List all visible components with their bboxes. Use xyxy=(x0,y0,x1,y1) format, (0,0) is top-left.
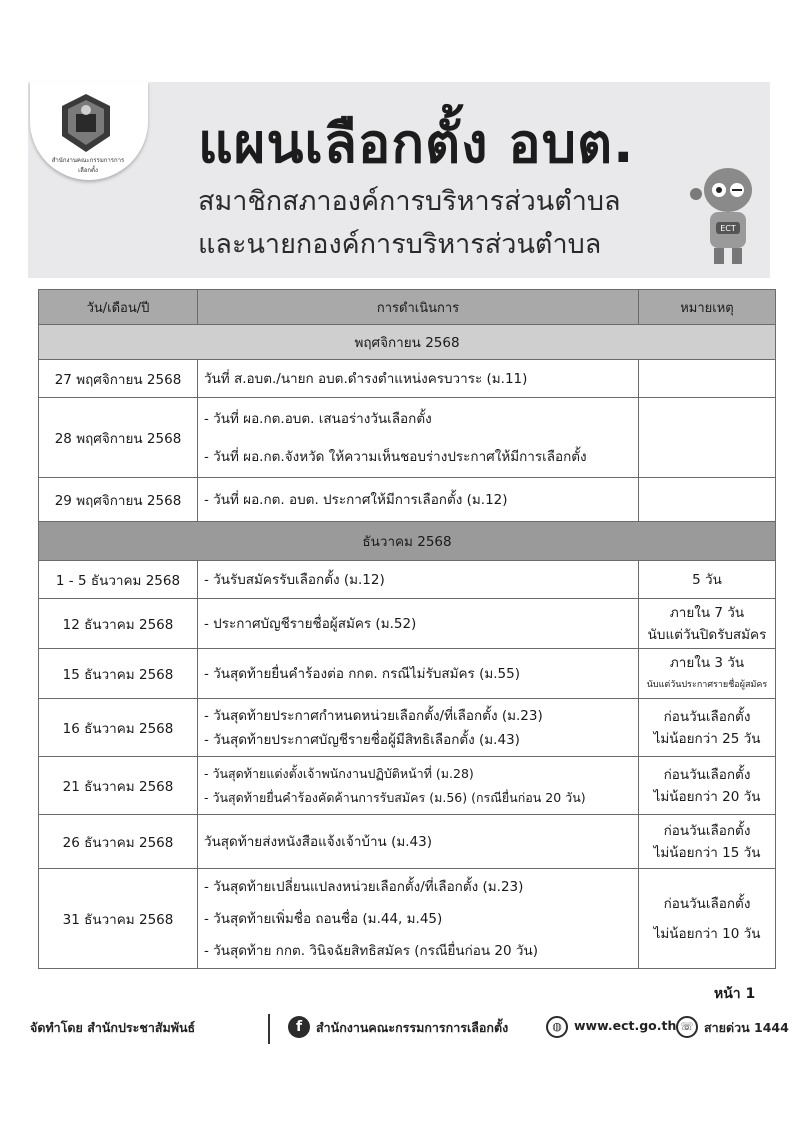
row-note xyxy=(639,757,776,815)
row-actions xyxy=(198,649,639,699)
note-line: ไม่น้อยกว่า 10 วัน xyxy=(653,925,761,942)
action-item: - วันสุดท้ายแต่งตั้งเจ้าพนักงานปฏิบัติหน้าที่ (ม.28) xyxy=(204,765,474,781)
row-date: 26 ธันวาคม 2568 xyxy=(39,815,198,869)
row-date: 16 ธันวาคม 2568 xyxy=(39,699,198,757)
note-line: ภายใน 7 วัน xyxy=(669,604,745,621)
action-item: - วันรับสมัครรับเลือกตั้ง (ม.12) xyxy=(204,571,385,588)
table-header-row xyxy=(39,290,776,325)
action-item: - วันสุดท้ายเพิ่มชื่อ ถอนชื่อ (ม.44, ม.45) xyxy=(204,910,443,927)
action-item: - วันที่ ผอ.กต.อบต. เสนอร่างวันเลือกตั้ง xyxy=(204,410,432,427)
note-line: ก่อนวันเลือกตั้ง xyxy=(663,766,751,783)
note-line: ก่อนวันเลือกตั้ง xyxy=(663,822,751,839)
row-actions xyxy=(198,599,639,649)
action-item: - วันสุดท้ายประกาศกำหนดหน่วยเลือกตั้ง/ที่เลือกตั้ง (ม.23) xyxy=(204,707,543,724)
table-row xyxy=(39,398,776,478)
row-note xyxy=(639,478,776,522)
month-row-december xyxy=(39,522,776,561)
row-actions xyxy=(198,869,639,969)
footer-divider xyxy=(268,1014,270,1044)
website-link[interactable]: www.ect.go.th xyxy=(574,1018,677,1033)
mascot-robot-icon xyxy=(688,160,768,270)
row-date: 28 พฤศจิกายน 2568 xyxy=(39,398,198,478)
table-row xyxy=(39,815,776,869)
row-note xyxy=(639,360,776,398)
row-note xyxy=(639,398,776,478)
action-item: วันสุดท้ายส่งหนังสือแจ้งเจ้าบ้าน (ม.43) xyxy=(204,833,432,850)
mascot-badge-text: ECT xyxy=(720,224,736,233)
table-row xyxy=(39,360,776,398)
footer xyxy=(30,1018,790,1042)
facebook-page-label[interactable]: สำนักงานคณะกรรมการการเลือกตั้ง xyxy=(316,1020,509,1035)
row-note xyxy=(639,869,776,969)
row-actions xyxy=(198,757,639,815)
action-item: - วันที่ ผอ.กต. อบต. ประกาศให้มีการเลือกตั้ง (ม.12) xyxy=(204,491,508,508)
action-item: - ประกาศบัญชีรายชื่อผู้สมัคร (ม.52) xyxy=(204,615,417,632)
action-item: - วันสุดท้ายประกาศบัญชีรายชื่อผู้มีสิทธิเลือกตั้ง (ม.43) xyxy=(204,731,520,748)
note-line: ภายใน 3 วัน xyxy=(669,654,745,671)
note-line: ไม่น้อยกว่า 20 วัน xyxy=(653,788,761,805)
row-actions xyxy=(198,699,639,757)
subtitle-line: และนายกองค์การบริหารส่วนตำบล xyxy=(198,229,602,260)
column-header-note: หมายเหตุ xyxy=(639,290,776,325)
table-row xyxy=(39,869,776,969)
action-item: - วันสุดท้ายยื่นคำร้องต่อ กกต. กรณีไม่รับสมัคร (ม.55) xyxy=(204,665,521,682)
note-line: นับแต่วันประกาศรายชื่อผู้สมัคร xyxy=(646,679,768,690)
table-row xyxy=(39,649,776,699)
month-label: พฤศจิกายน 2568 xyxy=(39,325,776,360)
table-row xyxy=(39,478,776,522)
facebook-icon[interactable]: f xyxy=(288,1016,310,1038)
row-note xyxy=(639,561,776,599)
column-header-date: วัน/เดือน/ปี xyxy=(39,290,198,325)
action-item: - วันที่ ผอ.กต.จังหวัด ให้ความเห็นชอบร่างประกาศให้มีการเลือกตั้ง xyxy=(204,448,587,465)
row-actions xyxy=(198,561,639,599)
globe-icon: ◍ xyxy=(546,1016,568,1038)
row-note xyxy=(639,599,776,649)
row-date: 31 ธันวาคม 2568 xyxy=(39,869,198,969)
row-note xyxy=(639,815,776,869)
row-actions xyxy=(198,360,639,398)
row-date: 21 ธันวาคม 2568 xyxy=(39,757,198,815)
row-date: 12 ธันวาคม 2568 xyxy=(39,599,198,649)
month-label: ธันวาคม 2568 xyxy=(39,522,776,561)
subtitle-line: สมาชิกสภาองค์การบริหารส่วนตำบล xyxy=(198,186,621,217)
month-row-november xyxy=(39,325,776,360)
row-date: 1 - 5 ธันวาคม 2568 xyxy=(39,561,198,599)
action-item: - วันสุดท้ายเปลี่ยนแปลงหน่วยเลือกตั้ง/ที่เลือกตั้ง (ม.23) xyxy=(204,878,524,895)
producer-credit: จัดทำโดย สำนักประชาสัมพันธ์ xyxy=(30,1020,196,1035)
note-line: 5 วัน xyxy=(692,571,722,588)
action-item: - วันสุดท้าย กกต. วินิจฉัยสิทธิสมัคร (กรณียื่นก่อน 20 วัน) xyxy=(204,942,538,959)
note-line: ก่อนวันเลือกตั้ง xyxy=(663,708,751,725)
note-line: ไม่น้อยกว่า 15 วัน xyxy=(653,844,761,861)
hotline-label: สายด่วน 1444 xyxy=(704,1020,789,1035)
table-row xyxy=(39,699,776,757)
table-row xyxy=(39,757,776,815)
action-item: วันที่ ส.อบต./นายก อบต.ดำรงตำแหน่งครบวาระ (ม.11) xyxy=(204,370,528,387)
note-line: ไม่น้อยกว่า 25 วัน xyxy=(653,730,761,747)
row-date: 27 พฤศจิกายน 2568 xyxy=(39,360,198,398)
row-date: 29 พฤศจิกายน 2568 xyxy=(39,478,198,522)
row-actions xyxy=(198,815,639,869)
row-date: 15 ธันวาคม 2568 xyxy=(39,649,198,699)
phone-icon: ☏ xyxy=(676,1016,698,1038)
ect-seal-icon xyxy=(58,92,114,154)
row-actions xyxy=(198,398,639,478)
page-subtitle xyxy=(198,180,621,266)
election-schedule-table xyxy=(38,289,776,969)
row-actions xyxy=(198,478,639,522)
row-note xyxy=(639,699,776,757)
page-title: แผนเลือกตั้ง อบต. xyxy=(198,112,635,175)
page-number: หน้า 1 xyxy=(714,986,756,1002)
note-line: ก่อนวันเลือกตั้ง xyxy=(663,895,751,912)
row-note xyxy=(639,649,776,699)
table-row xyxy=(39,599,776,649)
table-row xyxy=(39,561,776,599)
seal-caption: สำนักงานคณะกรรมการการเลือกตั้ง xyxy=(51,157,125,174)
column-header-action: การดำเนินการ xyxy=(198,290,639,325)
action-item: - วันสุดท้ายยื่นคำร้องคัดค้านการรับสมัคร (ม.56) (กรณียื่นก่อน 20 วัน) xyxy=(204,789,586,805)
note-line: นับแต่วันปิดรับสมัคร xyxy=(647,626,767,643)
